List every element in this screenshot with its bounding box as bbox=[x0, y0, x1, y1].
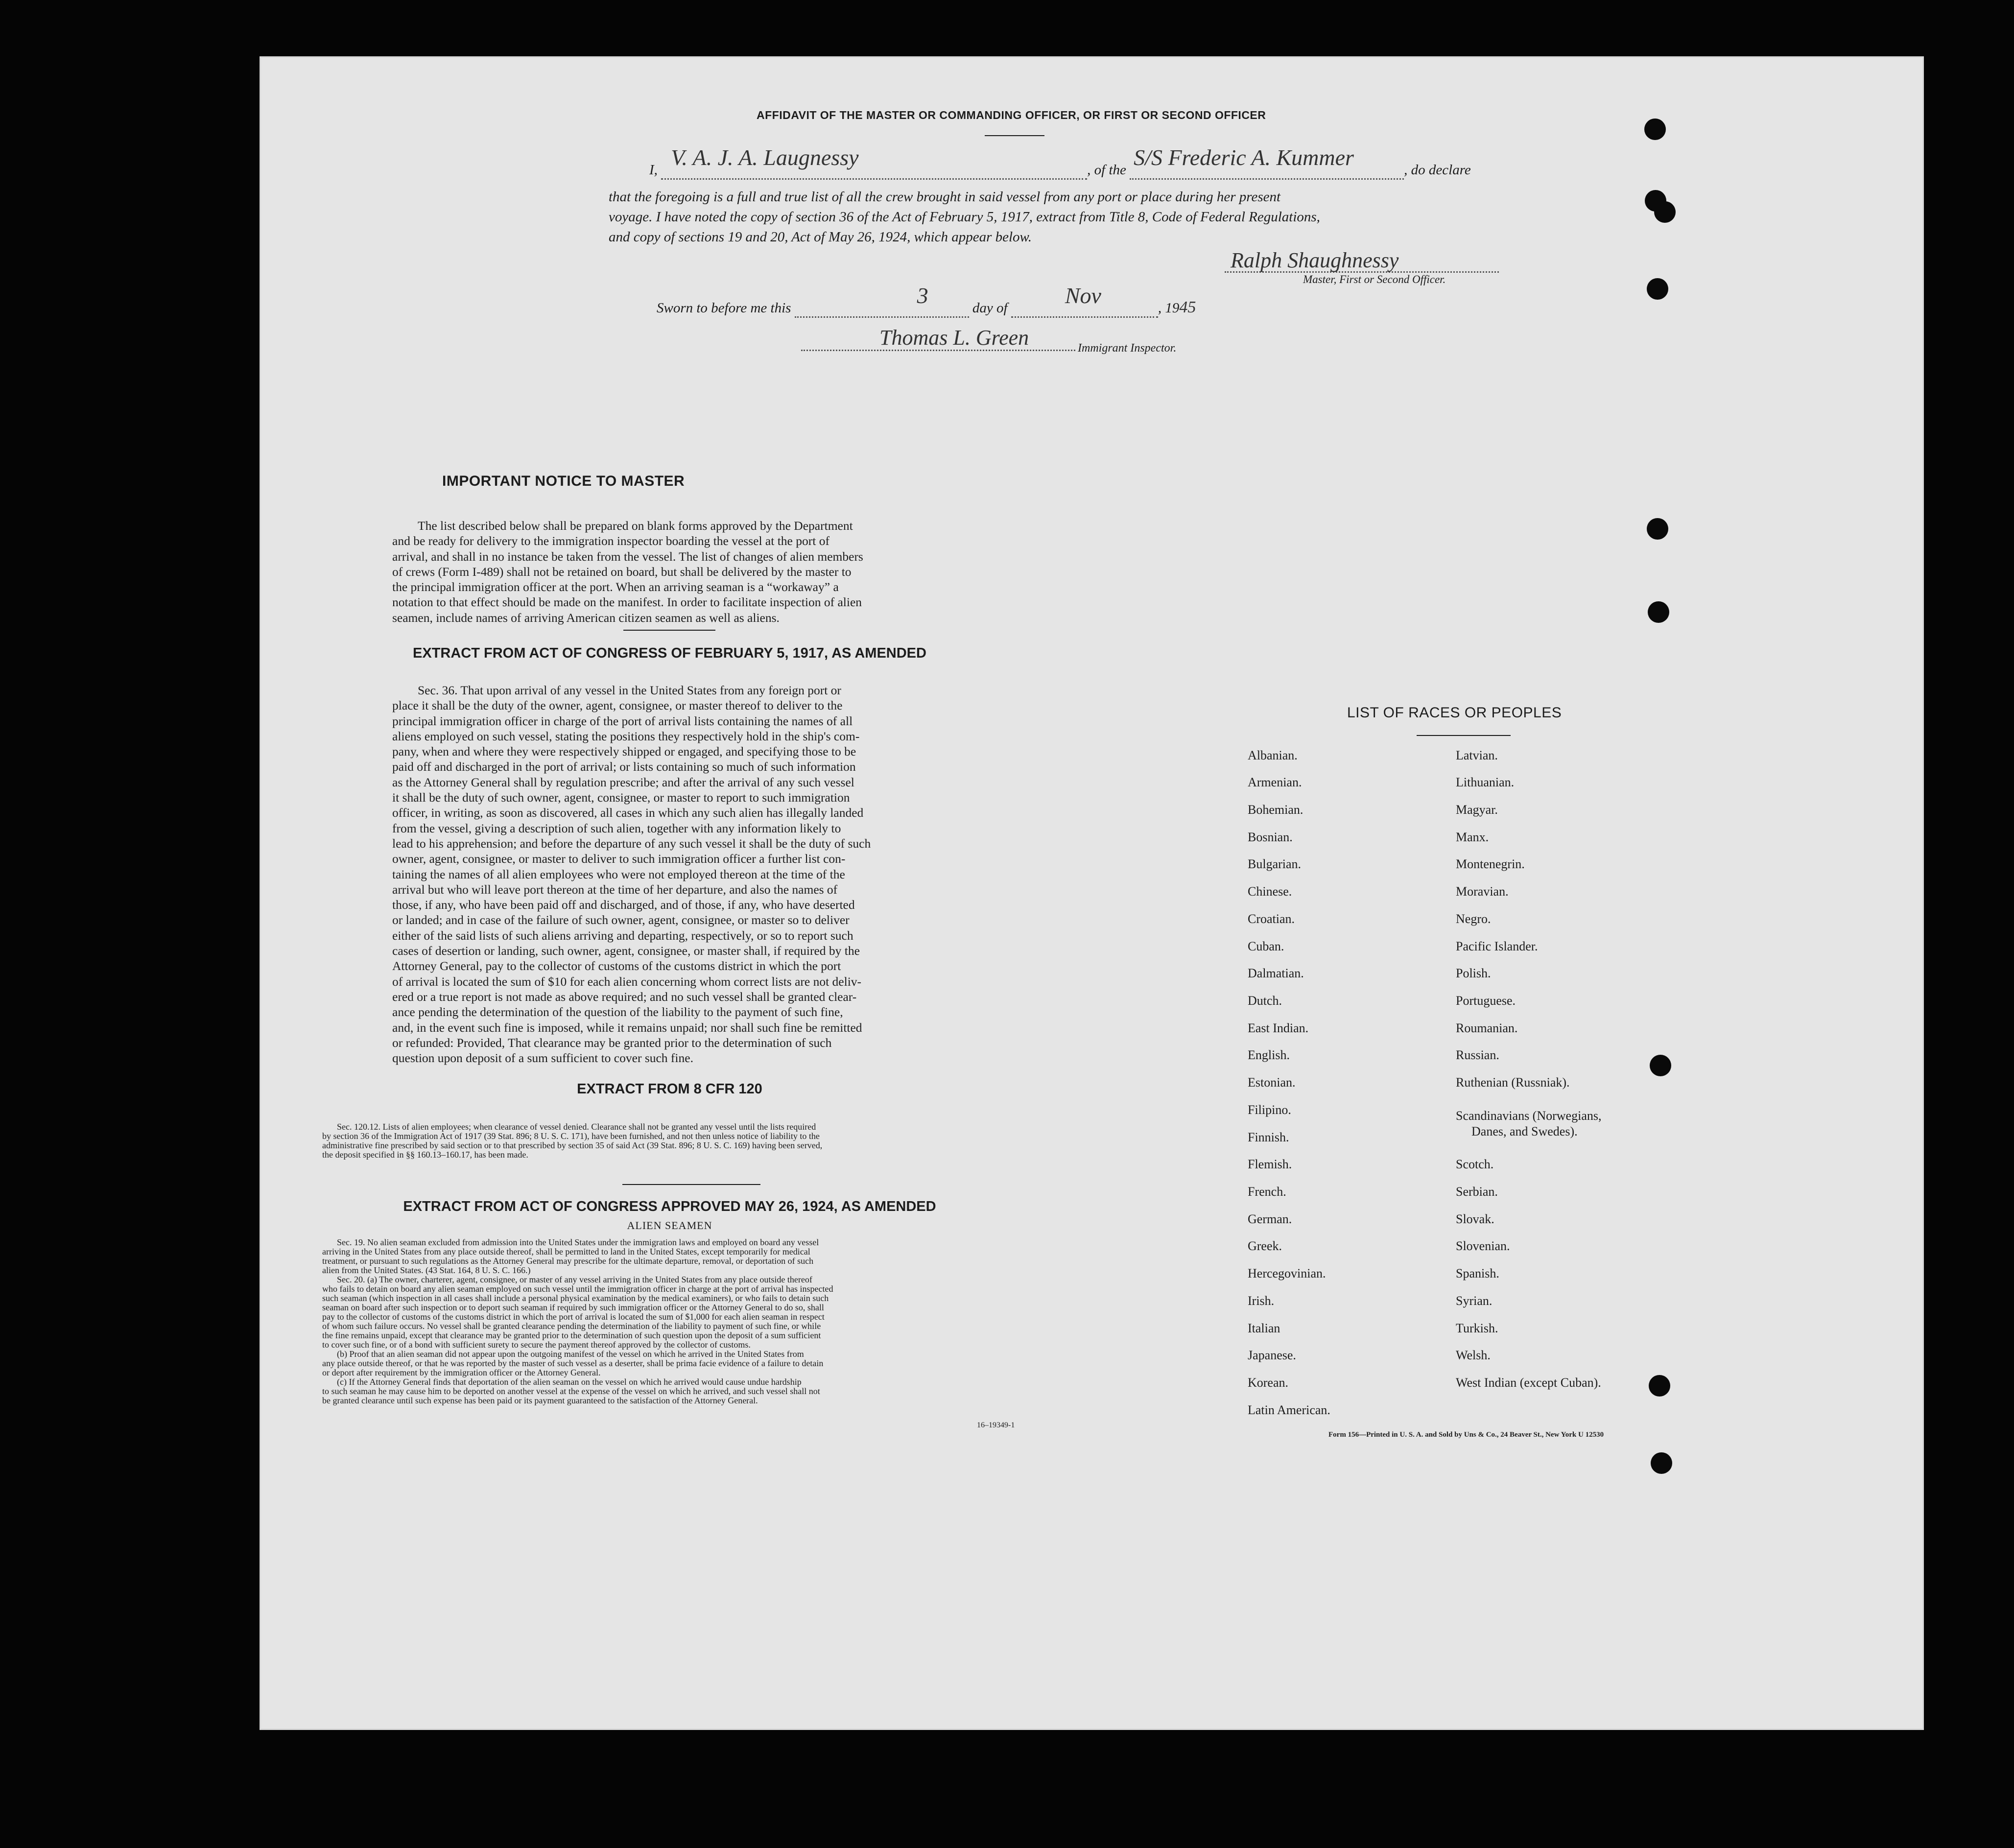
notice-body bbox=[392, 518, 947, 625]
race-item: Flemish. bbox=[1248, 1157, 1292, 1171]
day-of-text: day of bbox=[972, 300, 1008, 316]
vessel-name-field bbox=[1130, 145, 1404, 180]
race-item: French. bbox=[1248, 1185, 1286, 1199]
race-item: Scotch. bbox=[1456, 1157, 1494, 1171]
act-1917-line: ered or a true report is not made as above required; and no such vessel shall be granted clear- bbox=[392, 989, 857, 1004]
binder-hole bbox=[1644, 118, 1666, 140]
act-1924-subtitle: ALIEN SEAMEN bbox=[627, 1219, 712, 1232]
master-signature-block bbox=[1225, 248, 1499, 292]
race-item: East Indian. bbox=[1248, 1021, 1309, 1035]
day-handwritten: 3 bbox=[917, 283, 928, 308]
pronoun: I, bbox=[649, 162, 658, 178]
race-item: Korean. bbox=[1248, 1375, 1289, 1390]
race-item: Montenegrin. bbox=[1456, 857, 1525, 871]
binder-hole bbox=[1647, 518, 1668, 540]
cfr-line: administrative fine prescribed by said section or to that prescribed by section 35 of said Act (39 Stat. 896; 8 U. S. C. 169) having been served, bbox=[322, 1140, 823, 1150]
affidavit-line-3: voyage. I have noted the copy of section 36 of the Act of February 5, 1917, extract from Title 8, Code of Federal Regulations, bbox=[609, 209, 1320, 225]
act-1917-line: and, in the event such fine is imposed, while it remains unpaid; nor shall such fine be remitted bbox=[392, 1020, 862, 1035]
race-item: Turkish. bbox=[1456, 1321, 1498, 1335]
race-item: Japanese. bbox=[1248, 1348, 1296, 1362]
act-1917-line: as the Attorney General shall by regulation prescribe; and after the arrival of any such vessel bbox=[392, 775, 854, 789]
inspector-role: Immigrant Inspector. bbox=[1078, 342, 1177, 355]
act-1924-line: alien from the United States. (43 Stat. 164, 8 U. S. C. 166.) bbox=[322, 1265, 531, 1275]
document-page bbox=[261, 58, 1922, 1729]
act-1924-line: to cover such fine, or of a bond with sufficient surety to secure the payment thereof approved by the collector of customs. bbox=[322, 1340, 751, 1350]
race-item: Bohemian. bbox=[1248, 803, 1303, 817]
race-item: Croatian. bbox=[1248, 912, 1295, 926]
race-item: Danes, and Swedes). bbox=[1471, 1124, 1578, 1138]
race-item: Italian bbox=[1248, 1321, 1280, 1335]
cfr-line: Sec. 120.12. Lists of alien employees; when clearance of vessel denied. Clearance shall not be granted any vessel until the lists required bbox=[337, 1122, 816, 1132]
act-1917-line: paid off and discharged in the port of arrival; or lists containing so much of such information bbox=[392, 759, 856, 774]
divider bbox=[622, 1184, 760, 1185]
affidavit-line-2: that the foregoing is a full and true list of all the crew brought in said vessel from any port or place during her present bbox=[609, 189, 1281, 205]
binder-hole bbox=[1649, 1375, 1670, 1397]
affidavit-title: AFFIDAVIT OF THE MASTER OR COMMANDING OFFICER, OR FIRST OR SECOND OFFICER bbox=[757, 109, 1266, 121]
master-signature: Ralph Shaughnessy bbox=[1231, 248, 1399, 272]
notice-line: arrival, and shall in no instance be taken from the vessel. The list of changes of alien members bbox=[392, 549, 863, 564]
act-1917-line: owner, agent, consignee, or master to deliver to such immigration officer a further list con- bbox=[392, 852, 846, 866]
act-1924-body bbox=[322, 1238, 1023, 1405]
act-1917-line: principal immigration officer in charge of the port of arrival lists containing the names of all bbox=[392, 713, 853, 728]
affidavit-line-4: and copy of sections 19 and 20, Act of May 26, 1924, which appear below. bbox=[609, 229, 1032, 245]
race-item: Bosnian. bbox=[1248, 830, 1293, 844]
act-1924-line: be granted clearance until such expense has been paid or its payment guaranteed to the satisfaction of the Attorney General. bbox=[322, 1396, 758, 1405]
race-item: Armenian. bbox=[1248, 775, 1302, 789]
notice-line: The list described below shall be prepared on blank forms approved by the Department bbox=[418, 519, 853, 533]
race-item: Latin American. bbox=[1248, 1403, 1330, 1417]
race-item: Dalmatian. bbox=[1248, 966, 1304, 980]
sworn-line bbox=[657, 283, 1196, 318]
act-1924-line: who fails to detain on board any alien seaman employed on such vessel until the immigration officer in charge at the port of arrival has inspected bbox=[322, 1284, 833, 1294]
binder-hole bbox=[1650, 1055, 1671, 1076]
inspector-signature: Thomas L. Green bbox=[879, 326, 1029, 350]
race-item: Russian. bbox=[1456, 1048, 1499, 1062]
race-item: Pacific Islander. bbox=[1456, 939, 1538, 953]
race-item: Spanish. bbox=[1456, 1266, 1499, 1280]
act-1924-line: any place outside thereof, or that he was reported by the master of such vessel as a deserter, shall be prima facie evidence of a failure to detain bbox=[322, 1358, 824, 1368]
act-1917-line: pany, when and where they were respectively shipped or engaged, and specifying those to be bbox=[392, 744, 856, 759]
race-item: Irish. bbox=[1248, 1294, 1275, 1308]
act-1924-line: (c) If the Attorney General finds that deportation of the alien seaman on the vessel on which he arrived would cause undue hardship bbox=[337, 1377, 802, 1387]
race-item: Filipino. bbox=[1248, 1103, 1291, 1117]
act-1917-line: from the vessel, giving a description of such alien, together with any information likely to bbox=[392, 821, 841, 835]
act-1917-body bbox=[392, 683, 947, 1066]
printer-line: Form 156—Printed in U. S. A. and Sold by Uns & Co., 24 Beaver St., New York U 12530 bbox=[1328, 1431, 1604, 1439]
act-1924-line: to such seaman he may cause him to be deported on another vessel at the expense of the vessel on which he arrived, and such vessel shall not bbox=[322, 1386, 820, 1396]
affidavit-line-1 bbox=[649, 145, 1471, 180]
act-1917-line: place it shall be the duty of the owner, agent, consignee, or master thereof to deliver to the bbox=[392, 698, 843, 713]
binder-hole bbox=[1654, 201, 1676, 223]
race-item: Roumanian. bbox=[1456, 1021, 1518, 1035]
act-1917-line: aliens employed on such vessel, stating the positions they respectively hold in the ship's com- bbox=[392, 729, 860, 743]
race-item: Greek. bbox=[1248, 1239, 1282, 1253]
act-1924-line: of whom such failure occurs. No vessel shall be granted clearance pending the determination of the liability to payment of such fine, or while bbox=[322, 1321, 821, 1331]
act-1924-line: Sec. 20. (a) The owner, charterer, agent, consignee, or master of any vessel arriving in the United States from any place outside thereof bbox=[337, 1275, 812, 1284]
act-1917-line: of arrival is located the sum of $10 for each alien concerning whom correct lists are not deliv- bbox=[392, 974, 862, 989]
act-1924-line: seaman on board after such inspection or to deport such seaman if required by such immigration officer or the Attorney General to do so, shall bbox=[322, 1303, 824, 1312]
act-1924-line: the fine remains unpaid, except that clearance may be granted prior to the determination of such question upon the deposit of a sum sufficient bbox=[322, 1330, 821, 1340]
race-item: Portuguese. bbox=[1456, 994, 1516, 1008]
act-1917-line: ance pending the determination of the question of the liability to the payment of such fine, bbox=[392, 1005, 843, 1019]
act-1924-line: pay to the collector of customs of the customs district in which the port of arrival is located the sum of $1,000 for each alien seaman in respect bbox=[322, 1312, 825, 1322]
race-item: Magyar. bbox=[1456, 803, 1498, 817]
race-item: Bulgarian. bbox=[1248, 857, 1302, 871]
race-item: Negro. bbox=[1456, 912, 1491, 926]
binder-hole bbox=[1648, 601, 1669, 623]
act-1917-line: Sec. 36. That upon arrival of any vessel in the United States from any foreign port or bbox=[418, 683, 841, 697]
signature-role: Master, First or Second Officer. bbox=[1303, 273, 1446, 285]
race-item: Estonian. bbox=[1248, 1075, 1296, 1090]
act-1924-line: such seaman (which inspection in all cases shall include a personal physical examination by the medical examiners), or who fails to detain such bbox=[322, 1293, 829, 1303]
race-item: Cuban. bbox=[1248, 939, 1284, 953]
day-field bbox=[795, 283, 969, 318]
race-item: Lithuanian. bbox=[1456, 775, 1515, 789]
act-1924-title: EXTRACT FROM ACT OF CONGRESS APPROVED MAY 26, 1924, AS AMENDED bbox=[403, 1199, 936, 1214]
race-item: Hercegovinian. bbox=[1248, 1266, 1326, 1280]
cfr-line: the deposit specified in §§ 160.13–160.17, has been made. bbox=[322, 1150, 528, 1160]
act-1917-line: it shall be the duty of such owner, agent, consignee, or master to report to such immigration bbox=[392, 790, 850, 805]
act-1917-line: arrival but who will leave port thereon at the time of her departure, and also the names of bbox=[392, 882, 838, 897]
cfr-line: by section 36 of the Immigration Act of 1917 (39 Stat. 896; 8 U. S. C. 171), have been furnished, and not then unless notice of liability to the bbox=[322, 1131, 820, 1141]
race-item: West Indian (except Cuban). bbox=[1456, 1375, 1601, 1390]
race-item: Chinese. bbox=[1248, 884, 1292, 899]
sworn-text: Sworn to before me this bbox=[657, 300, 791, 316]
act-1917-line: cases of desertion or landing, such owner, agent, consignee, or master shall, if required by the bbox=[392, 944, 860, 958]
race-item: Slovak. bbox=[1456, 1212, 1494, 1226]
notice-line: of crews (Form I-489) shall not be retained on board, but shall be delivered by the master to bbox=[392, 564, 852, 579]
notice-line: notation to that effect should be made on the manifest. In order to facilitate inspection of alien bbox=[392, 595, 862, 610]
act-1917-line: or landed; and in case of the failure of such owner, agent, consignee, or master so to deliver bbox=[392, 913, 850, 927]
year-handwritten: 45 bbox=[1179, 298, 1196, 316]
master-name-field bbox=[661, 145, 1087, 180]
race-item: English. bbox=[1248, 1048, 1290, 1062]
master-name-handwritten: V. A. J. A. Laugnessy bbox=[671, 145, 859, 170]
binder-hole bbox=[1647, 278, 1668, 300]
act-1917-line: Attorney General, pay to the collector of customs of the customs district in which the port bbox=[392, 959, 841, 973]
act-1924-line: (b) Proof that an alien seaman did not appear upon the outgoing manifest of the vessel on which he arrived in the United States from bbox=[337, 1349, 804, 1359]
of-the-text: , of the bbox=[1087, 162, 1126, 178]
race-item: Welsh. bbox=[1456, 1348, 1491, 1362]
act-1917-line: taining the names of all alien employees who were not employed thereon at the time of the bbox=[392, 867, 845, 881]
race-item: Dutch. bbox=[1248, 994, 1282, 1008]
title-divider bbox=[985, 135, 1044, 136]
race-item: Ruthenian (Russniak). bbox=[1456, 1075, 1570, 1090]
act-1917-line: question upon deposit of a sum sufficient to cover such fine. bbox=[392, 1051, 693, 1066]
race-item: Syrian. bbox=[1456, 1294, 1493, 1308]
notice-line: the principal immigration officer at the port. When an arriving seaman is a “workaway” a bbox=[392, 580, 839, 594]
race-item: Slovenian. bbox=[1456, 1239, 1510, 1253]
act-1924-line: arriving in the United States from any place outside thereof, shall be permitted to land in the United States, except temporarily for medical bbox=[322, 1247, 810, 1256]
race-item: Polish. bbox=[1456, 966, 1491, 980]
act-1917-line: those, if any, who have been paid off and discharged, and of those, if any, who have deserted bbox=[392, 898, 855, 912]
act-1917-title: EXTRACT FROM ACT OF CONGRESS OF FEBRUARY 5, 1917, AS AMENDED bbox=[413, 645, 926, 661]
do-declare-text: , do declare bbox=[1404, 162, 1471, 178]
race-item: Latvian. bbox=[1456, 748, 1498, 762]
inspector-block bbox=[801, 327, 1232, 361]
vessel-name-handwritten: S/S Frederic A. Kummer bbox=[1134, 145, 1354, 170]
act-1924-line: or deport after requirement by the immigration officer or the Attorney General. bbox=[322, 1368, 601, 1377]
month-handwritten: Nov bbox=[1065, 283, 1101, 308]
act-1917-line: officer, in writing, as soon as discovered, all cases in which any such alien has illegally landed bbox=[392, 806, 864, 820]
race-item: German. bbox=[1248, 1212, 1292, 1226]
notice-line: seamen, include names of arriving American citizen seamen as well as aliens. bbox=[392, 610, 780, 625]
race-item: Albanian. bbox=[1248, 748, 1298, 762]
notice-title: IMPORTANT NOTICE TO MASTER bbox=[442, 473, 685, 489]
month-field bbox=[1011, 283, 1158, 318]
race-item: Serbian. bbox=[1456, 1185, 1498, 1199]
binder-hole bbox=[1651, 1452, 1672, 1474]
act-1917-line: either of the said lists of such aliens arriving and departing, respectively, or so to report such bbox=[392, 928, 853, 943]
cfr-title: EXTRACT FROM 8 CFR 120 bbox=[577, 1081, 762, 1097]
races-title: LIST OF RACES OR PEOPLES bbox=[1347, 705, 1562, 721]
race-item: Finnish. bbox=[1248, 1130, 1289, 1144]
cfr-body bbox=[322, 1122, 1023, 1160]
notice-line: and be ready for delivery to the immigration inspector boarding the vessel at the port of bbox=[392, 534, 829, 548]
divider bbox=[623, 630, 715, 631]
act-1917-line: or refunded: Provided, That clearance may be granted prior to the determination of such bbox=[392, 1035, 832, 1050]
act-1917-line: lead to his apprehension; and before the departure of any such vessel it shall be the duty of such bbox=[392, 836, 871, 851]
act-1924-line: Sec. 19. No alien seaman excluded from admission into the United States under the immigration laws and employed on board any vessel bbox=[337, 1237, 819, 1247]
race-item: Scandinavians (Norwegians, bbox=[1456, 1109, 1602, 1123]
act-1924-line: treatment, or pursuant to such regulations as the Attorney General may prescribe for the ultimate departure, removal, or deportation of such bbox=[322, 1256, 814, 1266]
year-prefix: , 19 bbox=[1158, 300, 1180, 316]
divider bbox=[1417, 735, 1511, 736]
race-item: Moravian. bbox=[1456, 884, 1509, 899]
form-code: 16–19349-1 bbox=[977, 1421, 1015, 1429]
race-item: Manx. bbox=[1456, 830, 1489, 844]
